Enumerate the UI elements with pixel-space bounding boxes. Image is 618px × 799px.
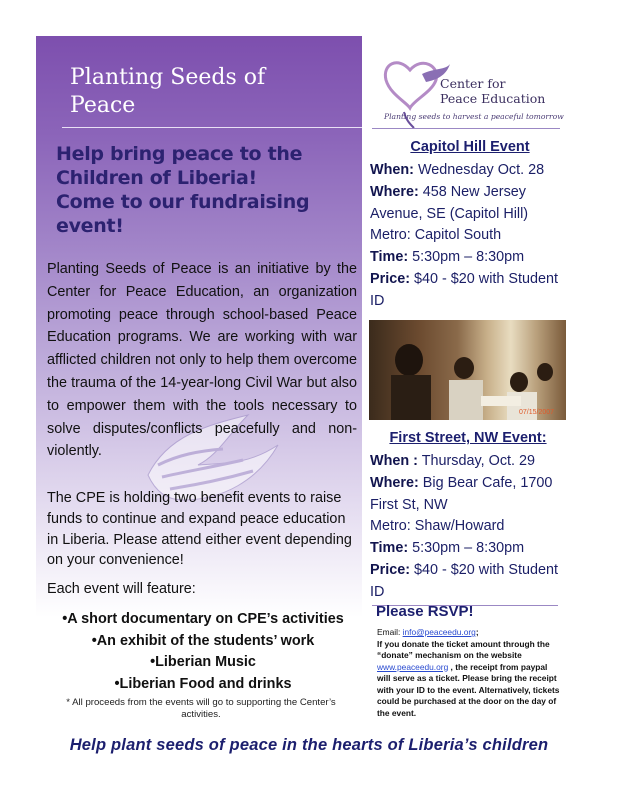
- headline: [56, 142, 356, 238]
- event1-details: [370, 160, 570, 313]
- flyer-title-line2: Peace: [70, 93, 136, 118]
- rsvp-website-link[interactable]: www.peaceedu.org: [377, 661, 449, 672]
- rsvp-email-link[interactable]: info@peaceedu.org: [402, 627, 476, 637]
- event1-heading: Capitol Hill Event: [410, 139, 530, 155]
- event2-details: [370, 451, 570, 604]
- event1-time: 5:30pm – 8:30pm: [408, 249, 525, 266]
- rsvp-email-label: Email:: [377, 627, 403, 637]
- event2-price-label: Price:: [370, 561, 410, 578]
- event1-when-label: When:: [370, 162, 414, 178]
- footer-slogan: Help plant seeds of peace in the hearts of Liberia’s children: [69, 736, 549, 754]
- proceeds-note: * All proceeds from the events will go to supporting the Center’s activities.: [66, 697, 336, 720]
- benefit-paragraph: The CPE is holding two benefit events to raise funds to continue and expand peace education in Liberia. Please attend either event depending on your convenience!: [47, 490, 352, 569]
- event2-price: $40 - $20 with Student ID: [370, 561, 559, 600]
- rsvp-text2: , the receipt from paypal will serve as a ticket. Please bring the receipt with your ID to the event. Alternatively, tickets could be purchased at the door on the day of the event.: [377, 661, 560, 718]
- students-photo-illustration: [369, 320, 566, 420]
- logo-name: [440, 76, 545, 106]
- logo-divider: [372, 128, 560, 129]
- event1-where-label: Where:: [370, 183, 419, 200]
- rsvp-text1: If you donate the ticket amount through the “donate” mechanism on the website: [377, 638, 550, 660]
- headline-line: Come to our fundraising: [56, 191, 310, 213]
- rsvp-email-suffix: ;: [475, 627, 479, 637]
- event1-price: $40 - $20 with Student ID: [370, 270, 559, 309]
- logo-tagline: Planting seeds to harvest a peaceful tomorrow: [384, 112, 564, 121]
- event1-metro: Metro: Capitol South: [370, 227, 502, 244]
- headline-line: Children of Liberia!: [56, 167, 257, 189]
- event2-heading: First Street, NW Event:: [389, 430, 547, 446]
- intro-paragraph: Planting Seeds of Peace is an initiative by the Center for Peace Education, an organization promoting peace through school-based Peace Education programs. We are working with war afflicted children not only to help them overcome the trauma of the 14-year-long Civil War but also to empower them with the tools necessary to solve disputes/conflicts peacefully and non-violently.: [47, 261, 357, 460]
- event2-where: Big Bear Cafe, 1700 First St, NW: [370, 474, 553, 513]
- event1-where: 458 New Jersey Avenue, SE (Capitol Hill): [370, 183, 529, 222]
- list-item: •An exhibit of the students’ work: [91, 632, 315, 649]
- list-item: •A short documentary on CPE’s activities: [62, 611, 344, 627]
- headline-line: event!: [56, 215, 124, 237]
- event2-where-label: Where:: [370, 474, 419, 491]
- title-divider: [62, 127, 362, 128]
- rsvp-details: [377, 627, 563, 719]
- features-heading: Each event will feature:: [47, 581, 196, 597]
- logo-name-line1: Center for: [440, 76, 506, 91]
- flyer-title-line1: Planting Seeds of: [70, 65, 266, 90]
- event2-when: Thursday, Oct. 29: [417, 453, 536, 469]
- event1-time-label: Time:: [370, 249, 409, 266]
- photo-datestamp: 07/15/2007: [519, 409, 555, 416]
- event2-time-label: Time:: [370, 540, 409, 557]
- event1-price-label: Price:: [370, 270, 410, 287]
- event2-metro: Metro: Shaw/Howard: [370, 518, 505, 535]
- features-list: [44, 609, 362, 695]
- list-item: •Liberian Music: [150, 654, 256, 670]
- event2-time: 5:30pm – 8:30pm: [408, 540, 525, 557]
- event1-when: Wednesday Oct. 28: [413, 162, 545, 178]
- list-item: •Liberian Food and drinks: [114, 675, 292, 692]
- logo-name-line2: Peace Education: [440, 91, 546, 106]
- event2-when-label: When :: [370, 453, 418, 469]
- flyer-title: [70, 64, 340, 120]
- students-photo: [369, 320, 566, 420]
- rsvp-heading: Please RSVP!: [376, 603, 474, 620]
- headline-line: Help bring peace to the: [56, 143, 303, 165]
